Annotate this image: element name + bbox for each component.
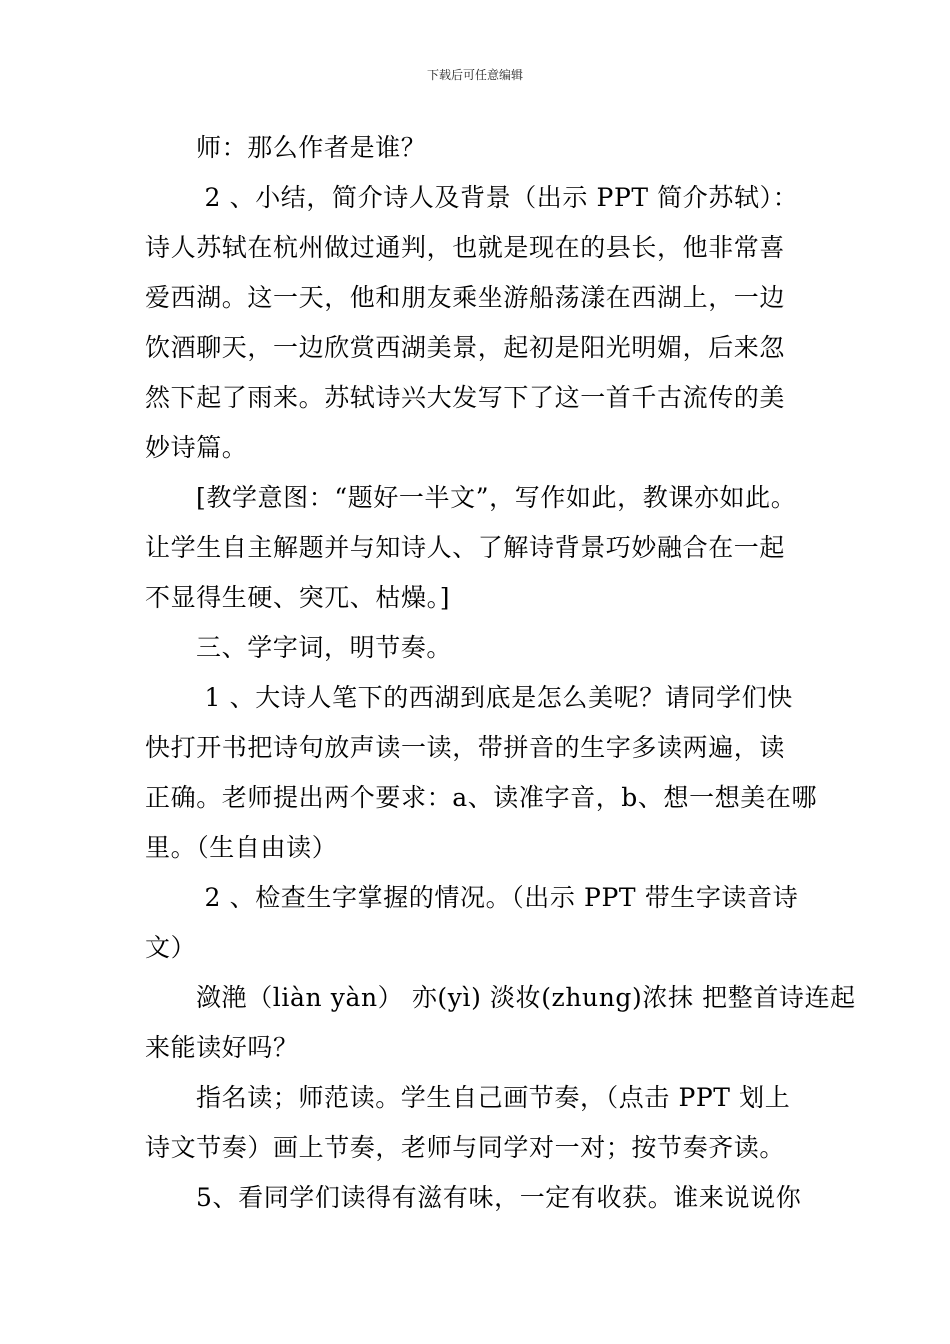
text-line: 师：那么作者是谁？ [196, 133, 427, 162]
text-line: 来能读好吗？ [145, 1033, 299, 1062]
text-line: 三、学字词，明节奏。 [196, 633, 453, 662]
text-line: 指名读；师范读。学生自己画节奏，（点击 PPT 划上 [196, 1083, 791, 1112]
text-line: 让学生自主解题并与知诗人、了解诗背景巧妙融合在一起 [145, 533, 786, 562]
text-line: 2 、小结，简介诗人及背景（出示 PPT 简介苏轼）： [196, 183, 799, 212]
text-line: 正确。老师提出两个要求：a、读准字音，b、想一想美在哪 [145, 783, 818, 812]
text-line: 妙诗篇。 [145, 433, 248, 462]
text-line: 诗文节奏）画上节奏，老师与同学对一对；按节奏齐读。 [145, 1133, 786, 1162]
text-line: 文） [145, 933, 197, 962]
text-line: 不显得生硬、突兀、枯燥。] [145, 583, 451, 612]
text-line: 里。（生自由读） [145, 833, 338, 862]
text-line: 5、看同学们读得有滋有味，一定有收获。谁来说说你 [196, 1183, 802, 1212]
text-line: 然下起了雨来。苏轼诗兴大发写下了这一首千古流传的美 [145, 383, 786, 412]
text-line: 2 、检查生字掌握的情况。（出示 PPT 带生字读音诗 [196, 883, 799, 912]
text-line: 快打开书把诗句放声读一读，带拼音的生字多读两遍，读 [145, 733, 786, 762]
text-line: 潋滟（liàn yàn） 亦(yì) 淡妆(zhung)浓抹 把整首诗连起 [196, 983, 856, 1012]
text-line: [教学意图：“题好一半文”，写作如此，教课亦如此。 [196, 483, 797, 512]
page-header: 下载后可任意编辑 [426, 68, 523, 82]
text-line: 爱西湖。这一天，他和朋友乘坐游船荡漾在西湖上，一边 [145, 283, 786, 312]
text-line: 饮酒聊天，一边欣赏西湖美景，起初是阳光明媚，后来忽 [145, 333, 786, 362]
text-line: 诗人苏轼在杭州做过通判，也就是现在的县长，他非常喜 [145, 233, 786, 262]
text-line: 1 、大诗人笔下的西湖到底是怎么美呢？请同学们快 [196, 683, 793, 712]
